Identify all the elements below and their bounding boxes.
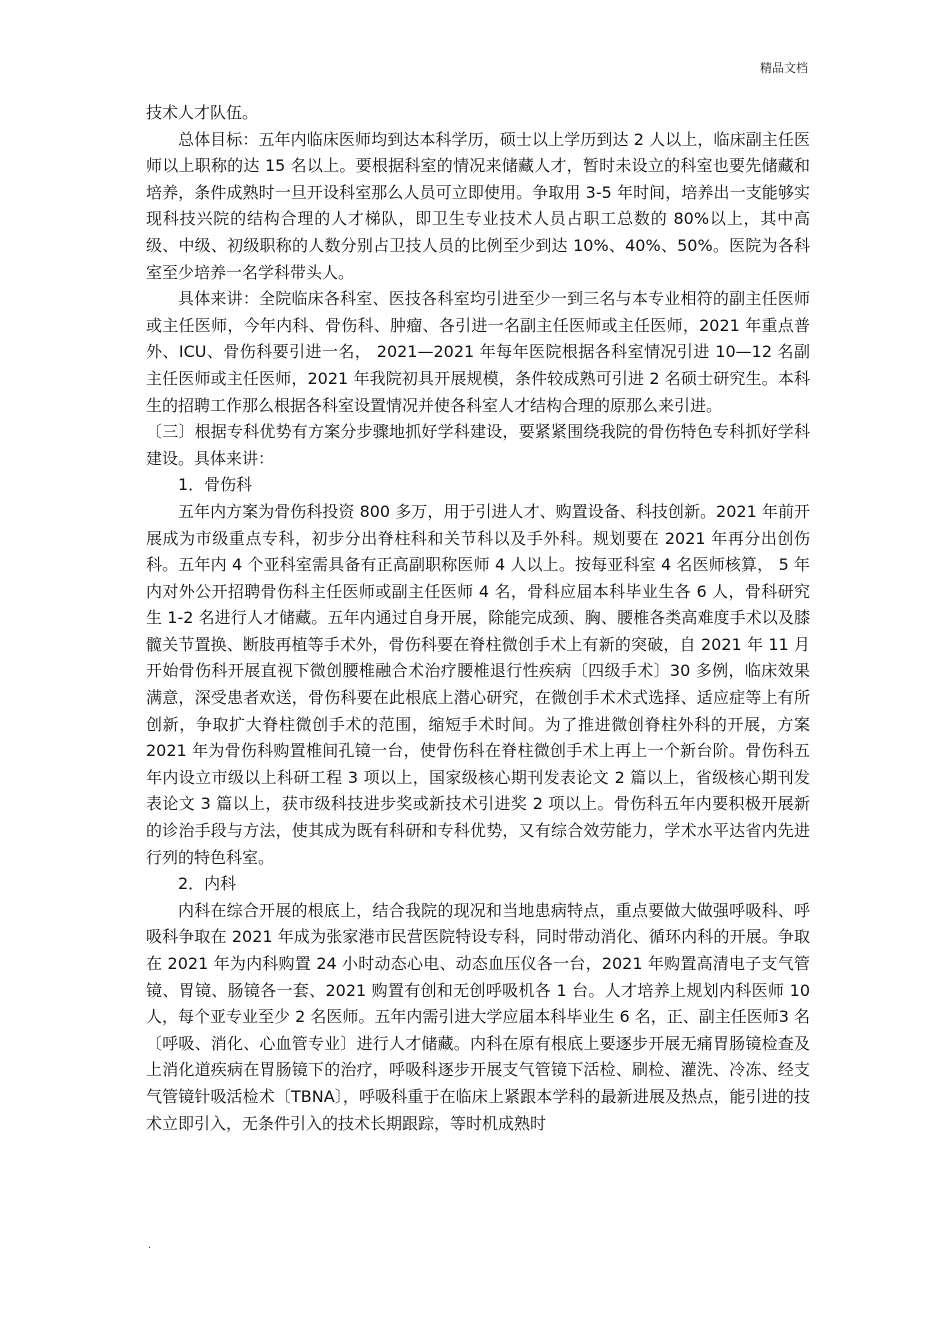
paragraph-overall-goal: 总体目标：五年内临床医师均到达本科学历，硕士以上学历到达 2 人以上，临床副主任医师以上职称的达 15 名以上。要根据科室的情况来储藏人才，暂时未设立的科室也要先储藏和培养，条件成熟时一旦开设科室那么人员可立即使用。争取用 3-5 年时间，培养出一支能够实现科技兴院的结构合理的人才梯队，即卫生专业技术人员占职工总数的 80%以上，其中高级、中级、初级职称的人数分别占卫技人员的比例至少到达 10%、40%、50%。医院为各科室至少培养一名学科带头人。 <box>146 129 810 282</box>
footer-mark: . <box>148 1240 152 1251</box>
document-body <box>146 100 810 1137</box>
paragraph-continuation: 技术人才队伍。 <box>146 103 259 122</box>
subheading-internal-medicine: 2．内科 <box>178 874 237 894</box>
paragraph-orthopedics: 五年内方案为骨伤科投资 800 多万，用于引进人才、购置设备、科技创新。2021 年前开展成为市级重点专科，初步分出脊柱科和关节科以及手外科。规划要在 2021 年再分出创伤科。五年内 4 个亚科室需具备有正高副职称医师 4 人以上。按每亚科室 4 名医师核算， 5 年内对外公开招聘骨伤科主任医师或副主任医师 4 名，骨科应届本科毕业生各 6 人，骨科研究生 1-2 名进行人才储藏。五年内通过自身开展，除能完成颈、胸、腰椎各类高难度手术以及膝髋关节置换、断肢再植等手术外，骨伤科要在脊柱微创手术上有新的突破，自 2021 年 11 月开始骨伤科开展直视下微创腰椎融合术治疗腰椎退行性疾病〔四级手术〕30 多例，临床效果满意，深受患者欢送，骨伤科要在此根底上潜心研究，在微创手术术式选择、适应症等上有所创新，争取扩大脊柱微创手术的范围，缩短手术时间。为了推进微创脊柱外科的开展，方案 2021 年为骨伤科购置椎间孔镜一台，使骨伤科在脊柱微创手术上再上一个新台阶。骨伤科五年内设立市级以上科研工程 3 项以上，国家级核心期刊发表论文 2 篇以上，省级核心期刊发表论文 3 篇以上，获市级科技进步奖或新技术引进奖 2 项以上。骨伤科五年内要积极开展新的诊治手段与方法，使其成为既有科研和专科优势，又有综合效劳能力，学术水平达省内先进行列的特色科室。 <box>146 501 810 867</box>
paragraph-specifics: 具体来讲：全院临床各科室、医技各科室均引进至少一到三名与本专业相符的副主任医师或主任医师，今年内科、骨伤科、肿瘤、各引进一名副主任医师或主任医师，2021 年重点普外、ICU、骨伤科要引进一名， 2021—2021 年每年医院根据各科室情况引进 10—12 名副主任医师或主任医师，2021 年我院初具开展规模，条件较成熟可引进 2 名硕士研究生。本科生的招聘工作那么根据各科室设置情况并使各科室人才结构合理的原那么来引进。 <box>146 289 810 415</box>
page-header-label: 精品文档 <box>759 61 808 75</box>
subheading-orthopedics: 1．骨伤科 <box>178 475 253 495</box>
paragraph-internal-medicine: 内科在综合开展的根底上，结合我院的现况和当地患病特点，重点要做大做强呼吸科、呼吸科争取在 2021 年成为张家港市民营医院特设专科，同时带动消化、循环内科的开展。争取在 2021 年为内科购置 24 小时动态心电、动态血压仪各一台，2021 年购置高清电子支气管镜、胃镜、肠镜各一套、2021 购置有创和无创呼吸机各 1 台。人才培养上规划内科医师 10 人，每个亚专业至少 2 名医师。五年内需引进大学应届本科毕业生 6 名，正、副主任医师3 名〔呼吸、消化、心血管专业〕进行人才储藏。内科在原有根底上要逐步开展无痛胃肠镜检查及上消化道疾病在胃肠镜下的治疗，呼吸科逐步开展支气管镜下活检、刷检、灌洗、冷冻、经支气管镜针吸活检术〔TBNA〕，呼吸科重于在临床上紧跟本学科的最新进展及热点，能引进的技术立即引入，无条件引入的技术长期跟踪，等时机成熟时 <box>146 900 810 1133</box>
section-heading-discipline-building: 〔三〕根据专科优势有方案分步骤地抓好学科建设，要紧紧围绕我院的骨伤特色专科抓好学科建设。具体来讲： <box>146 422 810 468</box>
